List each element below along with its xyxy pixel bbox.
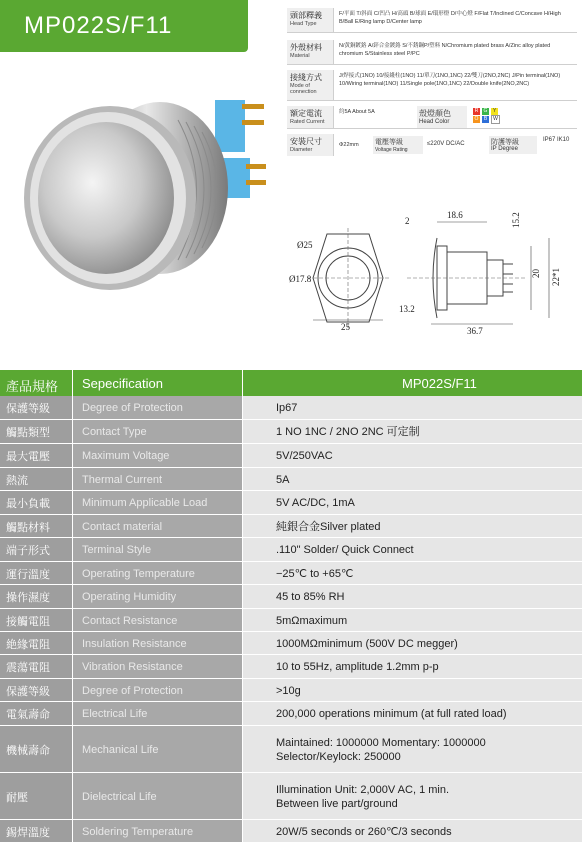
spec-value: 1000MΩminimum (500V DC megger)	[276, 637, 458, 650]
spec-value: 45 to 85% RH	[276, 591, 345, 603]
product-title: MP022S/F11	[24, 12, 173, 39]
diameter-cn: 安裝尺寸	[290, 137, 322, 146]
head-type-value: F/平面 T/斜面 C/凹凸 H/高頭 B/球面 E/環形燈 D/中心燈 F/Flat T/Inclined C/Concave H/High B/Ball E/Ring lamp D/Center lamp	[339, 11, 561, 25]
spec-label-cn: 運行溫度	[6, 568, 50, 581]
spec-row	[0, 655, 582, 679]
spec-header-value: MP022S/F11	[402, 376, 477, 391]
spec-value: 200,000 operations minimum (at full rated load)	[276, 708, 507, 720]
ip-degree-en: IP Degree	[491, 146, 518, 152]
spec-label-en: Contact Resistance	[82, 614, 178, 627]
rated-current-cn: 額定電流	[290, 109, 322, 118]
title-banner	[0, 0, 248, 52]
dim-d25: Ø25	[297, 240, 313, 250]
spec-label-en: Contact material	[82, 520, 163, 533]
spec-label-cn: 端子形式	[6, 545, 50, 557]
spec-header	[0, 370, 582, 396]
spec-value: 1 NO 1NC / 2NO 2NC 可定制	[276, 426, 420, 438]
connection-en: Mode of connection	[290, 83, 317, 95]
spec-row	[0, 562, 582, 585]
spec-value: Illumination Unit: 2,000V AC, 1 min. Between live part/ground	[276, 783, 450, 810]
head-color-en: Head Color	[419, 119, 450, 125]
spec-value: 5V/250VAC	[276, 450, 333, 462]
spec-label-cn: 絶緣電阻	[6, 638, 50, 651]
color-swatch-w: W	[491, 115, 500, 124]
spec-label-cn: 最大電壓	[6, 451, 50, 463]
material-en: Material	[290, 53, 310, 59]
spec-row	[0, 491, 582, 515]
spec-row	[0, 609, 582, 632]
color-swatch-b: B	[483, 116, 488, 122]
spec-row	[0, 702, 582, 726]
connection-cn: 接綫方式	[290, 73, 322, 82]
spec-row	[0, 396, 582, 420]
push-button-image	[10, 80, 280, 310]
color-swatch-y: Y	[492, 108, 497, 114]
material-cn: 外殼材料	[290, 43, 322, 52]
dim-l22: 22*1	[551, 268, 561, 286]
color-swatch-o: O	[474, 116, 479, 122]
spec-label-en: Minimum Applicable Load	[82, 497, 208, 509]
dim-w25: 25	[341, 322, 350, 332]
dimension-drawing	[287, 200, 577, 350]
diameter-value: Φ22mm	[339, 142, 359, 148]
spec-label-cn: 耐壓	[6, 791, 28, 804]
connection-row	[287, 70, 577, 101]
spec-label-en: Thermal Current	[82, 473, 163, 486]
spec-row	[0, 726, 582, 773]
spec-value: Maintained: 1000000 Momentary: 1000000 Selector/Keylock: 250000	[276, 736, 486, 763]
voltage-value: ≤220V DC/AC	[427, 141, 465, 147]
spec-label-en: Contact Type	[82, 426, 147, 438]
spec-row	[0, 679, 582, 702]
spec-label-cn: 保護等級	[6, 685, 50, 698]
material-value: N/黃銅鍍鉻 A/鋅合金鍍鉻 S/不銹鋼P/塑料 N/Chromium plated brass A/Zinc alloy plated chromium S/Stainless steel P/PC	[339, 43, 551, 57]
color-swatch-g: G	[483, 108, 488, 114]
spec-label-en: Vibration Resistance	[82, 661, 183, 673]
spec-row	[0, 538, 582, 562]
diameter-en: Diameter	[290, 147, 313, 153]
spec-label-cn: 最小負載	[6, 498, 50, 510]
spec-label-cn: 保護等級	[6, 403, 50, 415]
color-swatch-r: R	[474, 108, 479, 114]
spec-row	[0, 515, 582, 538]
connection-value: J/焊接式(1NO) 10/接綫柱(1NO) 11/單刀(1NO,1NC) 22/雙刀(2NO,2NC) J/Pin terminal(1NO) 10/Wiring terminal(1NO) 11/Single pole(1NO,1NC) 22/Double knife(2NO,2NC)	[339, 73, 561, 87]
dim-l20: 20	[531, 269, 541, 278]
spec-label-cn: 熱流	[6, 474, 28, 487]
spec-label-en: Mechanical Life	[82, 743, 159, 756]
dim-d178: Ø17.8	[289, 274, 312, 284]
spec-label-en: Operating Temperature	[82, 567, 195, 580]
spec-value: .110" Solder/ Quick Connect	[276, 544, 414, 556]
spec-label-cn: 錫焊溫度	[6, 826, 50, 839]
spec-row	[0, 468, 582, 491]
spec-value: 5A	[276, 473, 290, 486]
dim-l152: 15.2	[511, 212, 521, 228]
ip-degree-cn: 防護等級	[491, 139, 519, 146]
spec-label-cn: 電氣壽命	[6, 709, 50, 721]
dim-l132: 13.2	[399, 304, 415, 314]
head-type-cn: 頭部釋義	[290, 11, 322, 20]
spec-row	[0, 632, 582, 655]
head-color-cn: 殼燈顏色	[419, 109, 451, 118]
spec-label-cn: 觸點材料	[6, 521, 50, 534]
spec-value: Ip67	[276, 402, 298, 414]
spec-row	[0, 585, 582, 609]
spec-row	[0, 820, 582, 843]
spec-value: −25℃ to +65℃	[276, 567, 354, 580]
spec-header-cn: 產品規格	[6, 379, 59, 394]
dim-l186: 18.6	[447, 210, 463, 220]
spec-value: 20W/5 seconds or 260℃/3 seconds	[276, 825, 452, 838]
spec-row	[0, 444, 582, 468]
ip-degree-value: IP67 IK10	[543, 137, 570, 143]
rated-current-value: 約5A About 5A	[339, 109, 375, 115]
material-row	[287, 40, 577, 65]
spec-value: 5mΩmaximum	[276, 614, 348, 627]
spec-label-cn: 接觸電阻	[6, 615, 50, 628]
spec-label-en: Insulation Resistance	[82, 637, 187, 650]
current-color-row	[287, 106, 577, 129]
spec-label-en: Operating Humidity	[82, 591, 177, 603]
spec-label-en: Degree of Protection	[82, 402, 183, 414]
spec-label-en: Dielectrical Life	[82, 790, 157, 803]
voltage-cn: 電壓等級	[375, 139, 403, 146]
head-type-row	[287, 8, 577, 33]
spec-label-cn: 操作濕度	[6, 592, 50, 604]
spec-label-en: Soldering Temperature	[82, 825, 194, 838]
spec-row	[0, 773, 582, 820]
spec-row	[0, 420, 582, 444]
head-color-swatches	[473, 108, 513, 124]
voltage-en: Voltage Rating	[375, 147, 408, 153]
spec-label-en: Terminal Style	[82, 544, 152, 556]
diameter-row	[287, 134, 577, 156]
spec-label-en: Electrical Life	[82, 708, 148, 720]
dim-l2: 2	[405, 216, 410, 226]
rated-current-en: Rated Current	[290, 119, 325, 125]
spec-value: 純銀合金Silver plated	[276, 520, 381, 533]
model-code-info	[287, 8, 577, 156]
spec-label-en: Maximum Voltage	[82, 450, 170, 462]
spec-value: >10g	[276, 684, 301, 697]
spec-label-cn: 震蕩電阻	[6, 662, 50, 674]
product-photo	[10, 80, 280, 310]
spec-label-cn: 觸點類型	[6, 427, 50, 439]
spec-header-en: Sepecification	[82, 376, 163, 391]
spec-value: 10 to 55Hz, amplitude 1.2mm p-p	[276, 661, 439, 673]
spec-label-cn: 機械壽命	[6, 744, 50, 757]
spec-value: 5V AC/DC, 1mA	[276, 497, 355, 509]
dim-l367: 36.7	[467, 326, 483, 336]
spec-label-en: Degree of Protection	[82, 684, 183, 697]
head-type-en: Head Type	[290, 21, 317, 27]
